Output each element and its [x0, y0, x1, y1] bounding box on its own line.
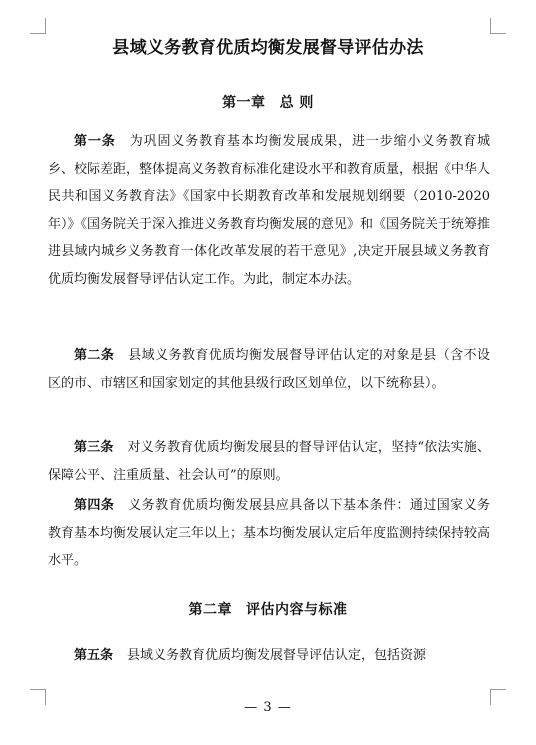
article-text: 为巩固义务教育基本均衡发展成果，进一步缩小义务教育城乡、校际差距，整体提高义务教育标准化建设水平和教育质量，根据《中华人民共和国义务教育法》《国家中长期教育改革和发展规划纲要（2010-2020年）》《国务院关于深入推进义务教育均衡发展的意见》和《国务院关于统筹推进县域内城乡义务教育一体化改革发展的若干意见》,决定开展县域义务教育优质均衡发展督导评估认定工作。为此，制定本办法。	[48, 134, 491, 287]
article-text: 对义务教育优质均衡发展县的督导评估认定，坚持“依法实施、保障公平、注重质量、社会认可”的原则。	[48, 440, 490, 483]
chapter-number: 第二章	[188, 602, 232, 618]
article-2	[48, 342, 490, 397]
article-5	[48, 642, 490, 670]
article-1	[48, 128, 490, 293]
crop-mark-top-left	[30, 18, 46, 34]
chapter-name: 评估内容与标准	[246, 602, 348, 618]
article-text: 县域义务教育优质均衡发展督导评估认定的对象是县（含不设区的市、市辖区和国家划定的其他县级行政区划单位，以下统称县）。	[48, 348, 490, 391]
article-4	[48, 492, 490, 575]
chapter-heading-2	[0, 599, 536, 619]
chapter-name: 总 则	[279, 95, 314, 111]
crop-mark-top-right	[490, 18, 506, 34]
article-label: 第一条	[74, 134, 116, 149]
document-title: 县域义务教育优质均衡发展督导评估办法	[112, 38, 424, 58]
article-3	[48, 434, 490, 489]
chapter-heading-1	[0, 92, 536, 112]
article-label: 第四条	[74, 498, 115, 513]
page-number: — 3 —	[244, 700, 292, 715]
article-label: 第五条	[74, 648, 114, 663]
chapter-number: 第一章	[222, 95, 266, 111]
article-label: 第三条	[74, 440, 114, 455]
article-text: 义务教育优质均衡发展县应具备以下基本条件：通过国家义务教育基本均衡发展认定三年以上；基本均衡发展认定后年度监测持续保持较高水平。	[48, 498, 491, 568]
article-text: 县域义务教育优质均衡发展督导评估认定，包括资源	[127, 648, 427, 663]
article-label: 第二条	[74, 348, 115, 363]
